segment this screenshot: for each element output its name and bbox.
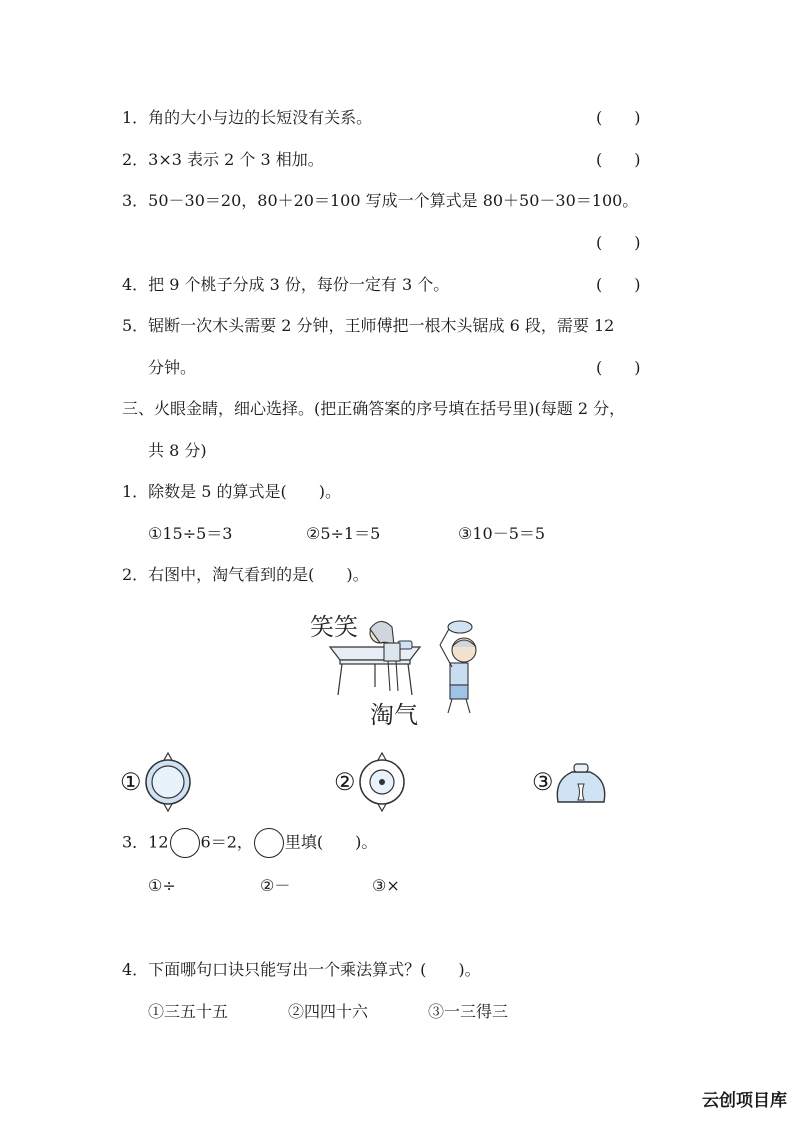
q3-part-a: 3．12	[122, 832, 169, 852]
judge-q5-line1: 5．锯断一次木头需要 2 分钟，王师傅把一根木头锯成 6 段，需要 12	[122, 316, 615, 335]
section-heading-cont: 共 8 分)	[148, 441, 207, 460]
choice-q1-option-1[interactable]: ①15÷5＝3	[148, 524, 233, 543]
teapot-lid-view-icon	[356, 750, 408, 814]
paren-open: (	[596, 108, 603, 127]
paren-close: )	[634, 150, 641, 169]
paren-close: )	[634, 358, 641, 377]
option-number: ①	[120, 768, 142, 796]
paren-open: (	[596, 275, 603, 294]
teapot-side-view-icon	[552, 760, 610, 806]
option-number: ③	[532, 768, 554, 796]
choice-q4-option-2[interactable]: ②四四十六	[288, 1002, 369, 1021]
paren-close: )	[634, 275, 641, 294]
paren-close: )	[634, 233, 641, 252]
choice-q3-option-3[interactable]: ③×	[372, 876, 400, 895]
choice-q1-option-2[interactable]: ②5÷1＝5	[306, 524, 381, 543]
paren-open: (	[596, 150, 603, 169]
answer-paren-5[interactable]	[596, 358, 652, 378]
paren-open: (	[596, 358, 603, 377]
blank-circle-ref	[254, 828, 284, 858]
blank-circle[interactable]	[170, 828, 200, 858]
choice-q4-option-1[interactable]: ①三五十五	[148, 1002, 229, 1021]
judge-q1: 1．角的大小与边的长短没有关系。	[122, 108, 373, 127]
choice-q1-option-3[interactable]: ③10－5＝5	[458, 524, 546, 543]
choice-q3-option-2[interactable]: ②－	[260, 876, 291, 895]
choice-q4-option-3[interactable]: ③一三得三	[428, 1002, 509, 1021]
judge-q4: 4．把 9 个桃子分成 3 份，每份一定有 3 个。	[122, 275, 450, 294]
label-taoqi: 淘气	[370, 701, 418, 729]
answer-paren-4[interactable]	[596, 275, 652, 295]
section-heading: 三、火眼金睛，细心选择。(把正确答案的序号填在括号里)(每题 2 分，	[122, 399, 626, 418]
answer-paren-2[interactable]	[596, 150, 652, 170]
choice-q4: 4．下面哪句口诀只能写出一个乘法算式？( )。	[122, 960, 481, 979]
teapot-top-view-icon	[142, 750, 194, 814]
paren-close: )	[634, 108, 641, 127]
judge-q2: 2．3×3 表示 2 个 3 相加。	[122, 150, 324, 169]
footer-watermark: 云创项目库	[702, 1091, 787, 1111]
choice-q2-option-3[interactable]	[532, 762, 554, 802]
table-icon	[330, 647, 420, 695]
boy-figure-icon	[440, 621, 476, 713]
answer-paren-3[interactable]	[596, 233, 652, 253]
choice-q3-option-1[interactable]: ①÷	[148, 876, 176, 895]
paren-open: (	[596, 233, 603, 252]
answer-paren-1[interactable]	[596, 108, 652, 128]
illustration-scene	[300, 605, 490, 730]
q3-part-c: 里填( )。	[284, 832, 378, 852]
choice-q2: 2．右图中，淘气看到的是( )。	[122, 565, 369, 584]
option-number: ②	[334, 768, 356, 796]
choice-q1: 1．除数是 5 的算式是( )。	[122, 482, 342, 501]
choice-q2-option-2[interactable]	[334, 762, 356, 802]
judge-q3: 3．50－30＝20，80＋20＝100 写成一个算式是 80＋50－30＝100。	[122, 191, 639, 210]
q3-part-b: 6＝2，	[200, 832, 253, 852]
judge-q5-line2: 分钟。	[148, 358, 197, 377]
choice-q3	[122, 828, 377, 858]
label-xiaoxiao: 笑笑	[310, 613, 358, 641]
choice-q2-option-1[interactable]	[120, 762, 142, 802]
